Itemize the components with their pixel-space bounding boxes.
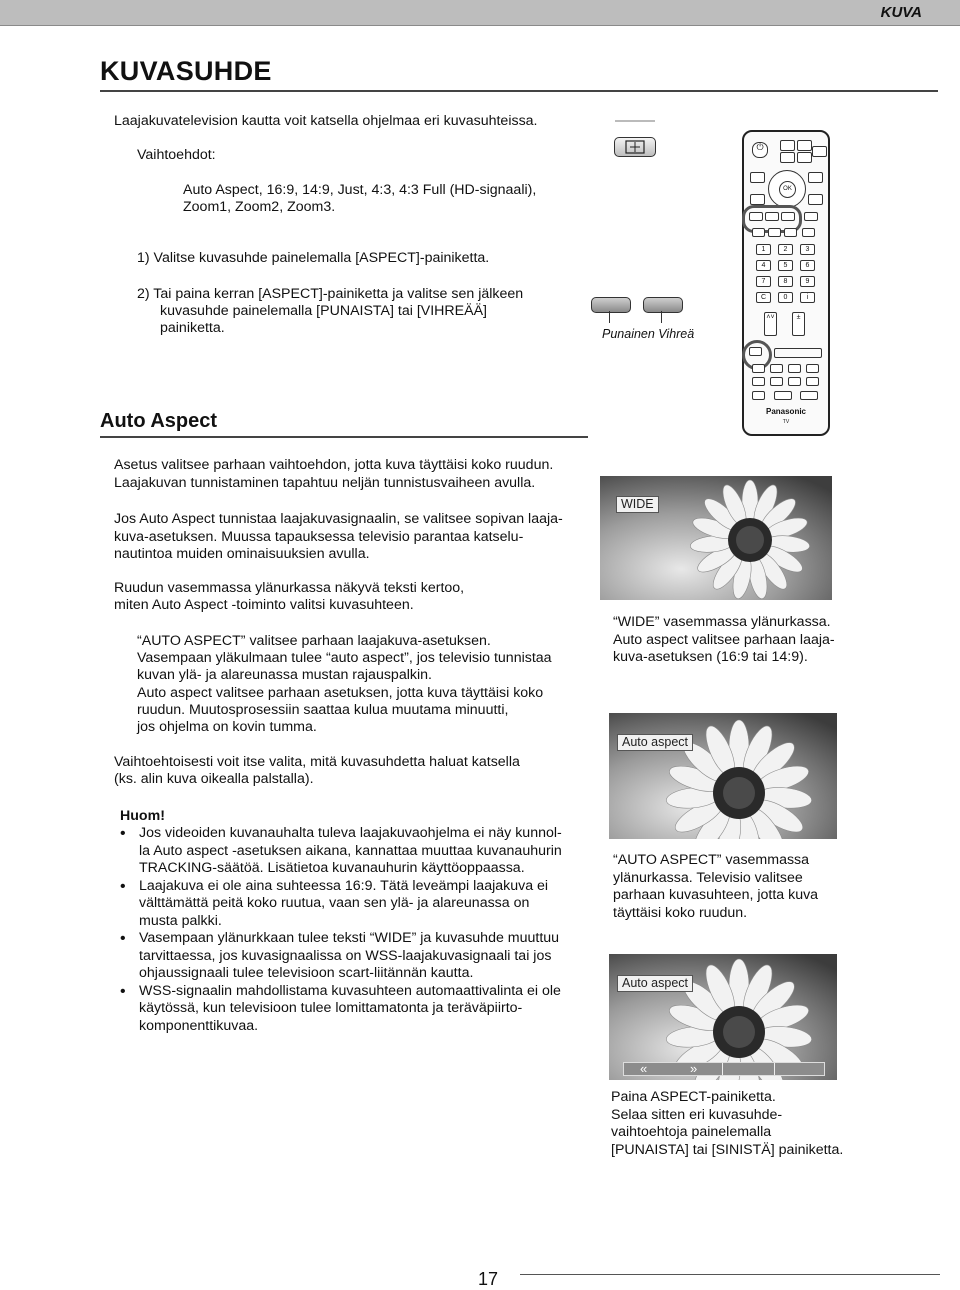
paragraph-line: kuva-asetuksen. Muussa tapauksessa televisio parantaa katselu- bbox=[114, 529, 524, 545]
remote-button[interactable] bbox=[752, 228, 765, 237]
remote-button[interactable] bbox=[808, 172, 823, 183]
step-1: 1) Valitse kuvasuhde painelemalla [ASPECT]-painiketta. bbox=[137, 250, 490, 266]
remote-button[interactable] bbox=[752, 377, 765, 386]
number-key[interactable]: 7 bbox=[756, 276, 771, 287]
red-remote-button[interactable] bbox=[749, 212, 763, 221]
step-2-line-3: painiketta. bbox=[160, 320, 225, 336]
number-key[interactable]: 2 bbox=[778, 244, 793, 255]
footer-rule bbox=[520, 1274, 940, 1275]
green-remote-button[interactable] bbox=[765, 212, 779, 221]
ok-button[interactable]: OK bbox=[779, 181, 796, 198]
plus-minus-icon: ± bbox=[796, 314, 801, 321]
remote-button[interactable] bbox=[808, 194, 823, 205]
step-2-line-2: kuvasuhde painelemalla [PUNAISTA] tai [VIHREÄÄ] bbox=[160, 303, 487, 319]
paragraph-line: ruudun. Muutosprosessiin saattaa kulua muutama minuutti, bbox=[137, 702, 509, 718]
figure-2-caption: “AUTO ASPECT” vasemmassa ylänurkassa. Televisio valitsee parhaan kuvasuhteen, jotta kuva täyttäisi koko ruudun. bbox=[613, 852, 819, 921]
number-key[interactable]: 9 bbox=[800, 276, 815, 287]
remote-button[interactable] bbox=[806, 377, 819, 386]
remote-button[interactable] bbox=[750, 172, 765, 183]
number-key[interactable]: C bbox=[756, 292, 771, 303]
buttons-caption: Punainen Vihreä bbox=[602, 327, 695, 341]
note-item: • Vasempaan ylänurkkaan tulee teksti “WIDE” ja kuvasuhde muuttuu tarvittaessa, jos kuvasignaalissa on WSS-laajakuvasignaali tai jos ohjaussignaali tulee televisioon scart-liitännän kautta. bbox=[114, 930, 594, 983]
red-pointer-line bbox=[609, 311, 610, 323]
remote-button[interactable] bbox=[806, 364, 819, 373]
note-item: • Jos videoiden kuvanauhalta tuleva laajakuvaohjelma ei näy kunnol- la Auto aspect -asetuksen aikana, kannattaa muuttaa kuvanauhurin TRACKING-säätöä. Lisätietoa kuvanauhurin käyttöoppaassa. bbox=[114, 825, 594, 878]
green-pointer-line bbox=[661, 311, 662, 323]
number-key[interactable]: 1 bbox=[756, 244, 771, 255]
title-rule bbox=[100, 90, 938, 92]
remote-button[interactable] bbox=[797, 140, 812, 151]
paragraph-line: Jos Auto Aspect tunnistaa laajakuvasignaalin, se valitsee sopivan laaja- bbox=[114, 511, 563, 527]
paragraph-line: Auto aspect valitsee parhaan asetuksen, jotta kuva täyttäisi koko bbox=[137, 685, 544, 701]
green-button[interactable] bbox=[643, 297, 683, 313]
power-icon: ⏻ bbox=[756, 142, 764, 152]
aspect-label-line bbox=[615, 120, 655, 122]
remote-button[interactable] bbox=[768, 228, 781, 237]
sunflower-picture bbox=[600, 476, 832, 600]
stop-button[interactable] bbox=[752, 391, 765, 400]
number-key[interactable]: i bbox=[800, 292, 815, 303]
options-line-2: Zoom1, Zoom2, Zoom3. bbox=[183, 199, 336, 215]
sunflower-image-wide bbox=[600, 476, 832, 600]
power-button[interactable] bbox=[752, 142, 768, 158]
figure-1-caption: “WIDE” vasemmassa ylänurkassa. Auto aspect valitsee parhaan laaja- kuva-asetuksen (16:9 tai 14:9). bbox=[613, 614, 835, 665]
chevron-right-icon: » bbox=[690, 1061, 698, 1076]
yellow-remote-button[interactable] bbox=[781, 212, 795, 221]
page-number: 17 bbox=[478, 1269, 499, 1289]
remote-button[interactable] bbox=[802, 228, 815, 237]
number-key[interactable]: 6 bbox=[800, 260, 815, 271]
aspect-menu-right[interactable] bbox=[674, 1063, 723, 1075]
paragraph-line: kuvan ylä- ja alareunassa mustan rajauspalkin. bbox=[137, 667, 432, 683]
remote-brand: Panasonic bbox=[765, 407, 806, 416]
section-tab-label: KUVA bbox=[880, 4, 922, 21]
remote-panel-door bbox=[774, 348, 822, 358]
options-line-1: Auto Aspect, 16:9, 14:9, Just, 4:3, 4:3 Full (HD-signaali), bbox=[183, 182, 537, 198]
note-item: • WSS-signaalin mahdollistama kuvasuhteen automaattivalinta ei ole käytössä, kun televisioon tulee lomittamatonta ja teräväpiirto- komponenttikuvaa. bbox=[114, 983, 594, 1036]
chevron-icon: ˄˅ bbox=[766, 314, 775, 321]
auto-aspect-heading: Auto Aspect bbox=[100, 410, 218, 432]
section-header-bar bbox=[0, 0, 960, 26]
paragraph-line: jos ohjelma on kovin tumma. bbox=[137, 719, 317, 735]
remote-button[interactable] bbox=[788, 377, 801, 386]
paragraph-line: Asetus valitsee parhaan vaihtoehdon, jotta kuva täyttäisi koko ruudun. bbox=[114, 457, 554, 473]
remote-button[interactable] bbox=[750, 194, 765, 205]
page-title: KUVASUHDE bbox=[100, 56, 272, 86]
paragraph-line: Vaihtoehtoisesti voit itse valita, mitä kuvasuhdetta haluat katsella bbox=[114, 754, 520, 770]
sunflower-image-auto-aspect bbox=[609, 713, 837, 839]
aspect-menu-bar bbox=[623, 1062, 825, 1076]
paragraph-line: Ruudun vasemmassa ylänurkassa näkyvä teksti kertoo, bbox=[114, 580, 465, 596]
auto-aspect-rule bbox=[100, 436, 588, 438]
paragraph-line: Vasempaan yläkulmaan tulee “auto aspect”, jos televisio tunnistaa bbox=[137, 650, 552, 666]
auto-aspect-label: Auto aspect bbox=[617, 975, 693, 992]
step-2-line-1: 2) Tai paina kerran [ASPECT]-painiketta ja valitse sen jälkeen bbox=[137, 286, 524, 302]
paragraph-line: nautintoa muiden ominaisuuksien avulla. bbox=[114, 546, 370, 562]
number-key[interactable]: 5 bbox=[778, 260, 793, 271]
note-item: • Laajakuva ei ole aina suhteessa 16:9. Tätä leveämpi laajakuva ei välttämättä peitä koko ruutua, vaan sen ylä- ja alareunassa on musta palkki. bbox=[114, 878, 594, 931]
aspect-icon bbox=[615, 138, 655, 156]
chevron-left-icon: « bbox=[640, 1061, 648, 1076]
volume-rocker[interactable] bbox=[792, 312, 805, 336]
paragraph-line: miten Auto Aspect -toiminto valitsi kuvasuhteen. bbox=[114, 597, 414, 613]
number-key[interactable]: 0 bbox=[778, 292, 793, 303]
intro-text: Laajakuvatelevision kautta voit katsella ohjelmaa eri kuvasuhteissa. bbox=[114, 113, 538, 129]
remote-button[interactable] bbox=[780, 140, 795, 151]
notes-list bbox=[114, 825, 594, 1035]
paragraph-line: Laajakuvan tunnistaminen tapahtuu neljän tunnistusvaiheen avulla. bbox=[114, 475, 536, 491]
pause-button[interactable] bbox=[774, 391, 792, 400]
options-label: Vaihtoehdot: bbox=[137, 147, 216, 163]
aspect-menu-divider bbox=[774, 1063, 775, 1075]
blue-remote-button[interactable] bbox=[804, 212, 818, 221]
remote-button[interactable] bbox=[752, 364, 765, 373]
aspect-button[interactable] bbox=[614, 137, 656, 157]
remote-button[interactable] bbox=[784, 228, 797, 237]
number-key[interactable]: 3 bbox=[800, 244, 815, 255]
number-key[interactable]: 4 bbox=[756, 260, 771, 271]
paragraph-line: “AUTO ASPECT” valitsee parhaan laajakuva-asetuksen. bbox=[137, 633, 491, 649]
red-button[interactable] bbox=[591, 297, 631, 313]
number-key[interactable]: 8 bbox=[778, 276, 793, 287]
remote-button[interactable] bbox=[770, 364, 783, 373]
sunflower-image-aspect-menu bbox=[609, 954, 837, 1080]
remote-model: TV bbox=[782, 419, 790, 425]
remote-button[interactable] bbox=[780, 152, 795, 163]
wide-label: WIDE bbox=[616, 496, 659, 513]
notes-heading: Huom! bbox=[120, 808, 165, 824]
remote-control bbox=[742, 130, 830, 436]
paragraph-line: (ks. alin kuva oikealla palstalla). bbox=[114, 771, 314, 787]
auto-aspect-label: Auto aspect bbox=[617, 734, 693, 751]
figure-3-caption: Paina ASPECT-painiketta. Selaa sitten eri kuvasuhde- vaihtoehtoja painelemalla [PUNAISTA] tai [SINISTÄ] painiketta. bbox=[611, 1089, 844, 1158]
channel-rocker[interactable] bbox=[764, 312, 777, 336]
sunflower-picture bbox=[609, 713, 837, 839]
remote-button[interactable] bbox=[812, 146, 827, 157]
remote-button[interactable] bbox=[788, 364, 801, 373]
remote-button[interactable] bbox=[797, 152, 812, 163]
navigation-pad[interactable] bbox=[768, 170, 806, 208]
remote-aspect-button[interactable] bbox=[749, 347, 762, 356]
play-button[interactable] bbox=[800, 391, 818, 400]
remote-button[interactable] bbox=[770, 377, 783, 386]
